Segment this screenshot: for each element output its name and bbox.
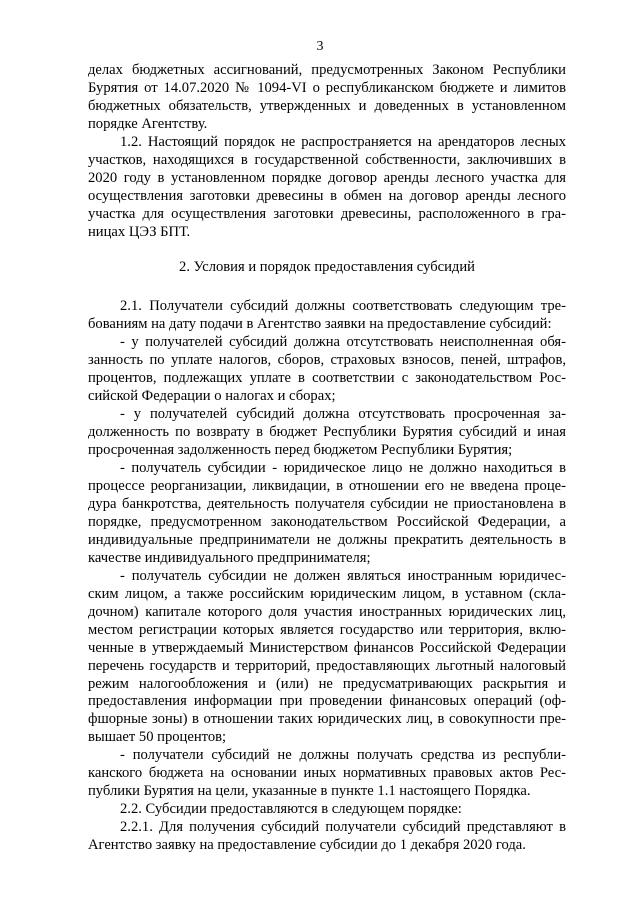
text-line: участков, находящихся в государственной собственности, заключивших в (88, 151, 566, 168)
text-line: просроченная задолженность перед бюджетом Республики Бурятия; (88, 442, 513, 459)
text-line: ченные в утверждаемый Министерством финансов Российской Федерации (88, 639, 566, 656)
text-line: процентов, подлежащих уплате в соответствии с законодательством Рос- (88, 370, 566, 387)
text-line: - получатель субсидии не должен являться иностранным юридичес- (120, 567, 566, 584)
text-line: качестве индивидуального предпринимателя; (88, 549, 371, 566)
text-line: 2020 году в установленном порядке договор аренды лесного участка для (88, 169, 566, 186)
text-line: канского бюджета на основании иных нормативных правовых актов Рес- (88, 765, 566, 782)
text-line: долженность по возврату в бюджет Республики Бурятия субсидий и иная (88, 424, 566, 441)
text-line: индивидуальные предприниматели не должны прекратить деятельность в (88, 531, 566, 548)
text-line: фшорные зоны) в отношении таких юридических лиц, в совокупности пре- (88, 711, 566, 728)
text-line: - у получателей субсидий должна отсутствовать неисполненная обя- (120, 334, 566, 351)
text-line: предоставления информации при проведении финансовых операций (оф- (88, 693, 566, 710)
text-line: Агентство заявку на предоставление субсидии до 1 декабря 2020 года. (88, 837, 526, 854)
text-line: делах бюджетных ассигнований, предусмотренных Законом Республики (88, 62, 566, 78)
text-line: порядке, предусмотренном законодательством Российской Федерации, а (88, 513, 566, 530)
text-line: бюджетных обязательств, утвержденных и доведенных в установленном (88, 97, 566, 114)
section-2-heading: 2. Условия и порядок предоставления субсидий (179, 258, 475, 275)
text-line: сийской Федерации о налогах и сборах; (88, 388, 336, 405)
text-line: осуществления заготовки древесины в обмен на договор аренды лесного (88, 187, 566, 204)
text-line: - получатели субсидий не должны получать средства из республи- (120, 747, 566, 764)
text-line: ским лицом, а также российским юридическим лицом, в уставном (скла- (88, 585, 566, 602)
section-1-continuation (88, 62, 566, 242)
text-line: публики Бурятия на цели, указанные в пункте 1.1 настоящего Порядка. (88, 783, 531, 800)
text-line: дочном) капитале которого доля участия иностранных юридических лиц, (88, 603, 566, 620)
text-line: порядке Агентству. (88, 115, 208, 132)
text-line: 2.1. Получатели субсидий должны соответствовать следующим тре- (120, 298, 566, 315)
document-body (88, 62, 566, 855)
text-line: местом регистрации которых является государство или территория, вклю- (88, 621, 566, 638)
text-line: режим налогообложения и (или) не предусматривающих раскрытия и (88, 675, 566, 692)
text-line: занность по уплате налогов, сборов, страховых взносов, пеней, штрафов, (88, 352, 566, 369)
text-line: 2.2.1. Для получения субсидий получатели субсидий представляют в (120, 819, 566, 836)
text-line: 1.2. Настоящий порядок не распространяется на арендаторов лесных (120, 133, 566, 150)
text-line: - получатель субсидии - юридическое лицо не должно находиться в (120, 460, 566, 477)
text-line: дура банкротства, деятельность получателя субсидии не приостановлена в (88, 495, 566, 512)
text-line: бованиям на дату подачи в Агентство заявки на предоставление субсидий: (88, 316, 552, 333)
text-line: вышает 50 процентов; (88, 729, 227, 746)
text-line: процессе реорганизации, ликвидации, в отношении его не введена проце- (88, 478, 566, 495)
section-2-body (88, 298, 566, 855)
text-line: 2.2. Субсидии предоставляются в следующем порядке: (120, 801, 462, 818)
text-line: - у получателей субсидий должна отсутствовать просроченная за- (120, 406, 566, 423)
text-line: участка для осуществления заготовки древесины, расположенного в гра- (88, 205, 566, 222)
page-number: 3 (316, 39, 324, 54)
text-line: Бурятия от 14.07.2020 № 1094-VI о республиканском бюджете и лимитов (88, 79, 566, 96)
text-line: перечень государств и территорий, предоставляющих льготный налоговый (88, 657, 566, 674)
text-line: ницах ЦЭЗ БПТ. (88, 223, 191, 240)
